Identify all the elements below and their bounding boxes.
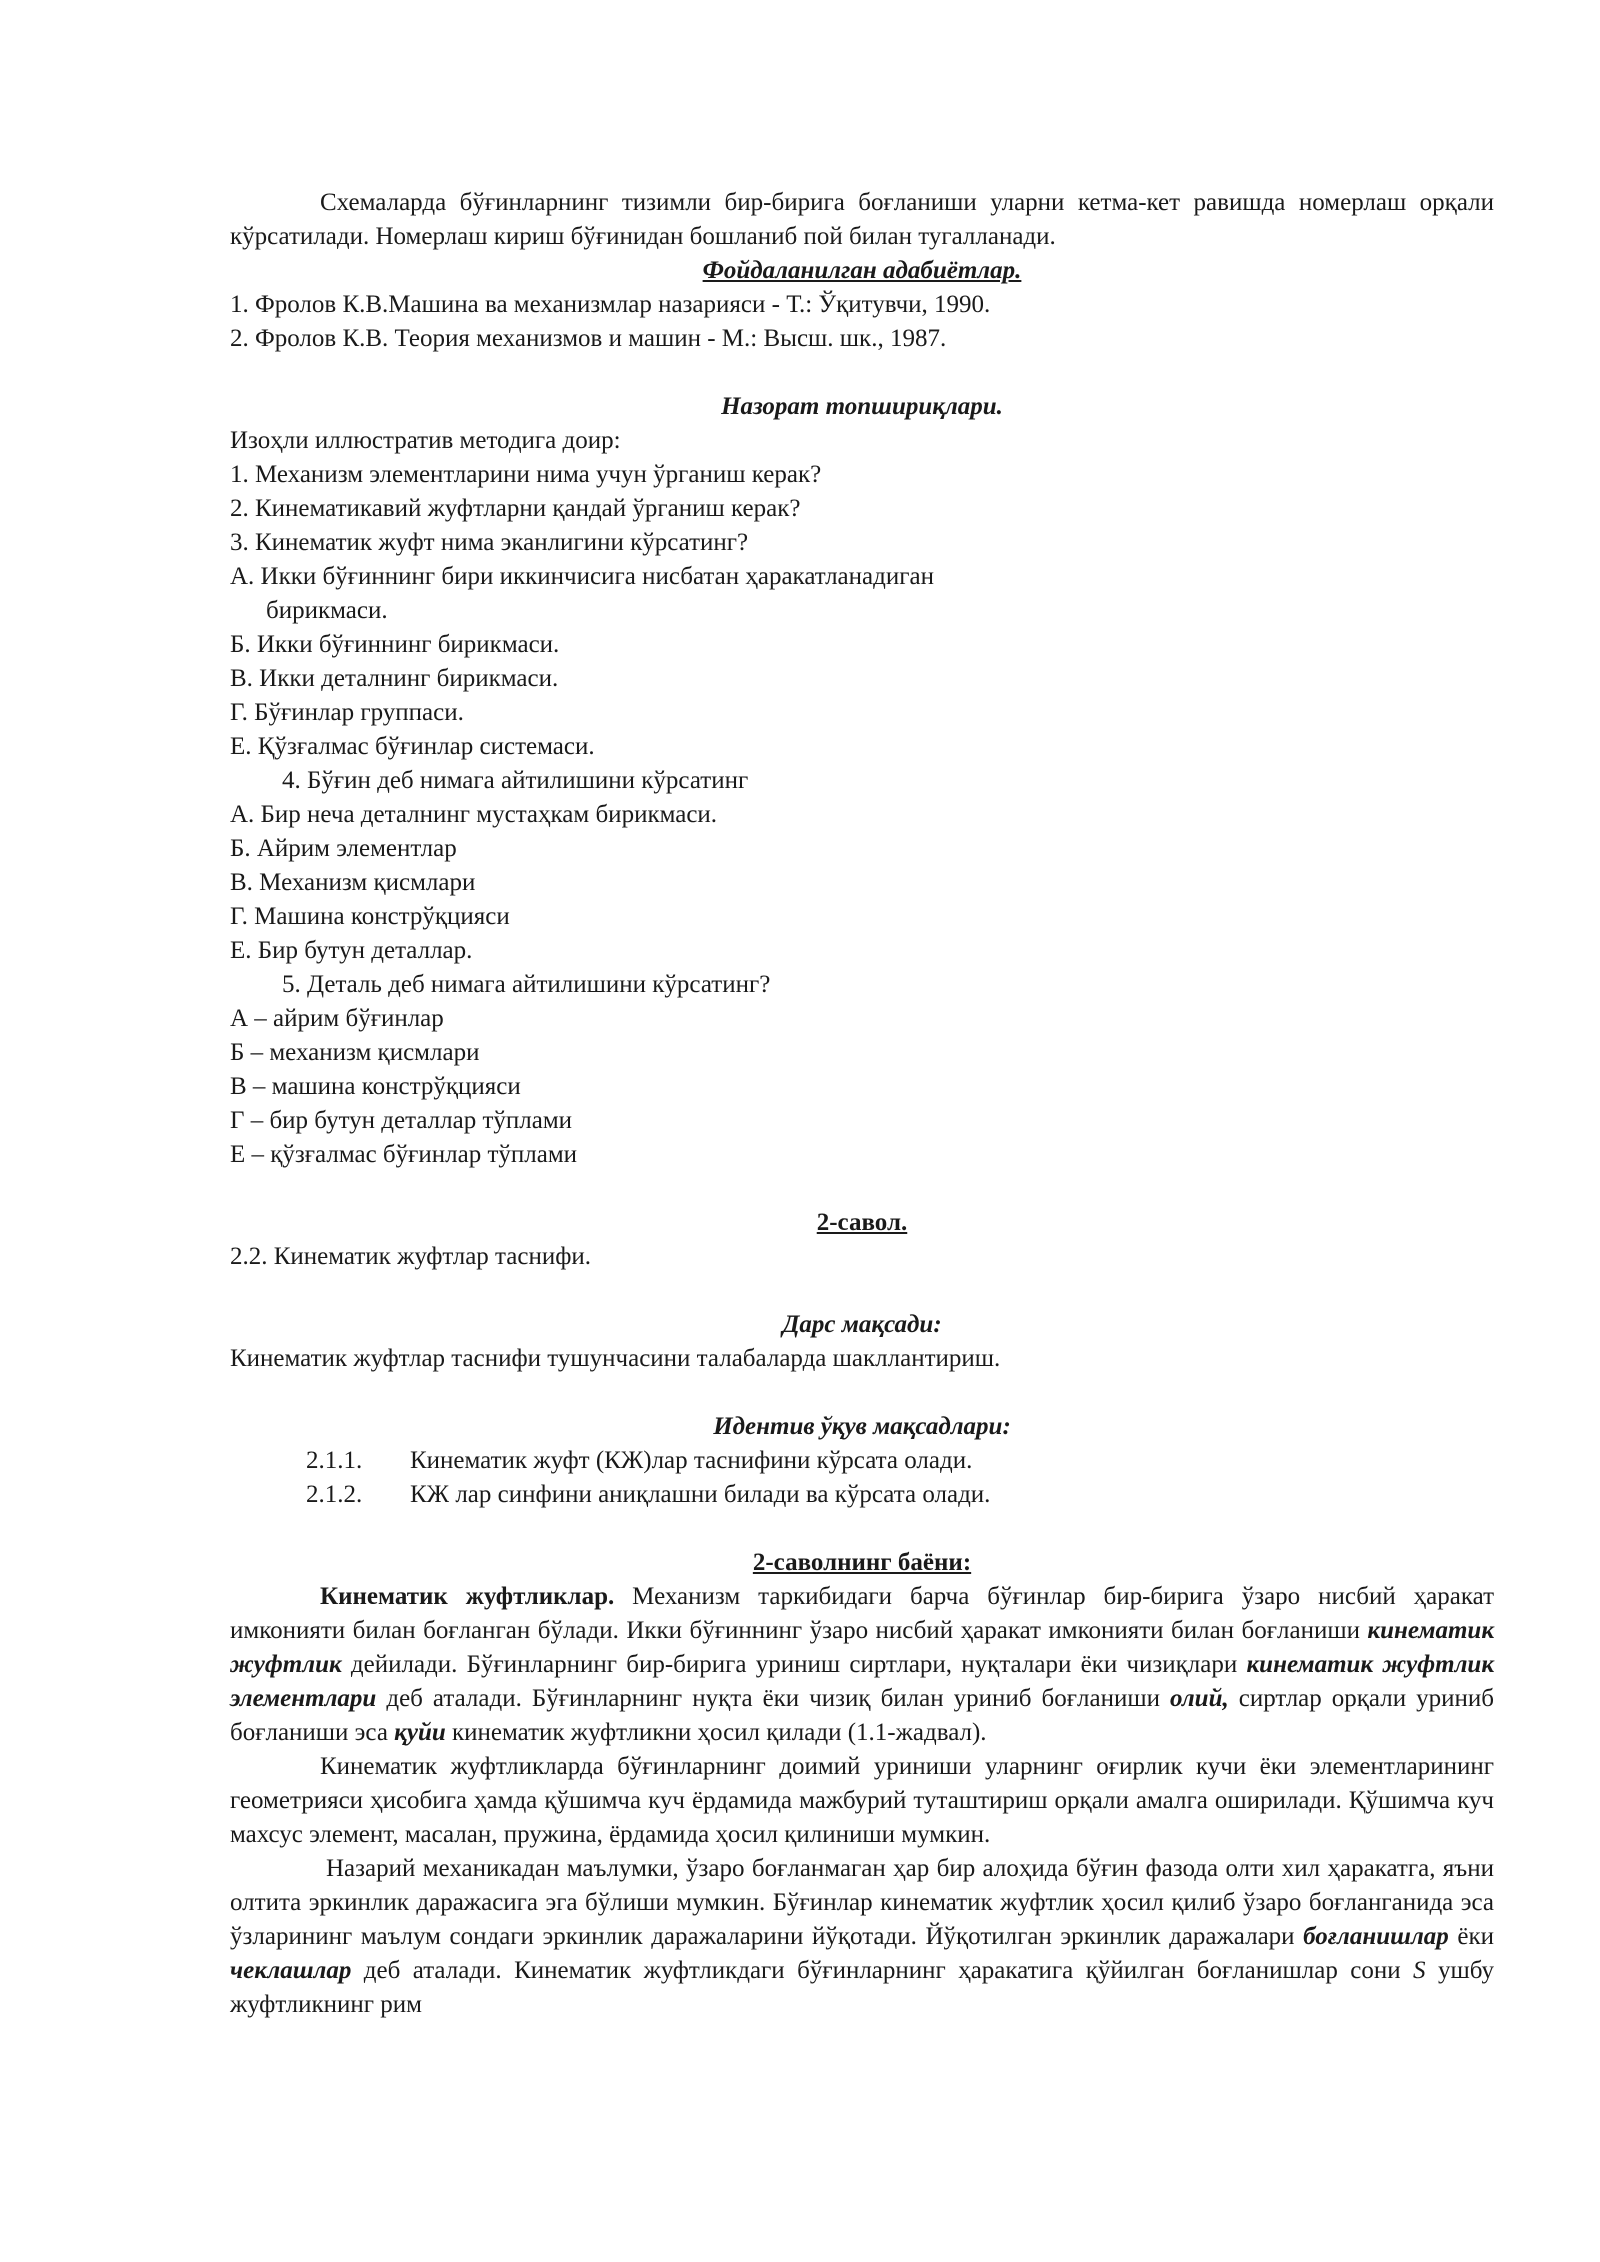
ident-text: Кинематик жуфт (КЖ)лар таснифини кўрсата олади. <box>410 1447 973 1474</box>
answer-option: А. Бир неча деталнинг мустаҳкам бирикмаси. <box>230 801 718 828</box>
statement-heading: 2-саволнинг баёни: <box>752 1549 972 1576</box>
answer-option: Г – бир бутун деталлар тўплами <box>230 1107 573 1134</box>
answer-option: Б. Икки бўғиннинг бирикмаси. <box>230 631 560 658</box>
answer-option: Г. Машина констрўқцияси <box>230 903 510 930</box>
ident-number: 2.1.2. <box>306 1481 363 1508</box>
answer-option: Е. Қўзғалмас бўғинлар системаси. <box>230 733 595 760</box>
body-paragraph-1: Кинематик жуфтликлар. Механизм таркибидаги барча бўғинлар бир-бирига ўзаро нисбий ҳаракат имконияти билан боғланган бўлади. Икки бўғиннинг ўзаро нисбий ҳаракат имконияти билан боғланиши кинематик жуфтлик дейилади. Бўғинларнинг бир-бирига уриниш сиртлари, нуқталари ёки чизиқлари кинематик жуфтлик элементлари деб аталади. Бўғинларнинг нуқта ёки чизиқ билан уриниб боғланиши олий, сиртлар орқали уриниб боғланиши эса қуйи кинематик жуфтликни ҳосил қилади (1.1-жадвал). <box>230 1583 1494 1746</box>
answer-option: Г. Бўғинлар группаси. <box>230 699 464 726</box>
answer-option: В. Икки деталнинг бирикмаси. <box>230 665 559 692</box>
term-emphasis: боғланишлар <box>1303 1923 1449 1950</box>
question-3: 3. Кинематик жуфт нима эканлигини кўрсатинг? <box>230 529 749 556</box>
body-paragraph-3: Назарий механикадан маълумки, ўзаро боғланмаган ҳар бир алоҳида бўғин фазода олти хил ҳаракатга, яъни олтита эркинлик даражасига эга бўлиши мумкин. Бўғинлар кинематик жуфтлик ҳосил қилиб ўзаро боғланганида эса ўзларининг маълум сондаги эркинлик даражаларини йўқотади. Йўқотилган эркинлик даражалари боғланишлар ёки чеклашлар деб аталади. Кинематик жуфтликдаги бўғинларнинг ҳаракатига қўйилган боғланишлар сони S ушбу жуфтликнинг рим <box>230 1855 1494 2018</box>
question-4: 4. Бўғин деб нимага айтилишини кўрсатинг <box>282 767 749 794</box>
term-emphasis: қуйи <box>394 1719 446 1746</box>
answer-option: А. Икки бўғиннинг бири иккинчисига нисбатан ҳаракатланадиган <box>230 563 934 590</box>
answer-option: В – машина констрўқцияси <box>230 1073 521 1100</box>
answer-option-continuation: бирикмаси. <box>266 597 388 624</box>
body-paragraph-2: Кинематик жуфтликларда бўғинларнинг доимий уриниши уларнинг оғирлик кучи ёки элементларининг геометрияси ҳисобига ҳамда қўшимча куч ёрдамида мажбурий туташтириш орқали амалга оширилади. Қўшимча куч махсус элемент, масалан, пружина, ёрдамида ҳосил қилиниши мумкин. <box>230 1753 1494 1848</box>
term-emphasis: олий, <box>1169 1685 1229 1712</box>
answer-option: А – айрим бўғинлар <box>230 1005 444 1032</box>
literature-item: 2. Фролов К.В. Теория механизмов и машин - М.: Высш. шк., 1987. <box>230 325 947 352</box>
control-lead: Изоҳли иллюстратив методига доир: <box>230 427 621 454</box>
goal-text: Кинематик жуфтлар таснифи тушунчасини талабаларда шакллантириш. <box>230 1345 1001 1372</box>
answer-option: Е – қўзғалмас бўғинлар тўплами <box>230 1141 578 1168</box>
question-5: 5. Деталь деб нимага айтилишини кўрсатинг? <box>282 971 771 998</box>
document-page <box>230 186 1494 2022</box>
intro-paragraph: Схемаларда бўғинларнинг тизимли бир-бирига боғланиши уларни кетма-кет равишда номерлаш орқали кўрсатилади. Номерлаш кириш бўғинидан бошланиб пой билан тугалланади. <box>230 189 1494 250</box>
literature-item: 1. Фролов К.В.Машина ва механизмлар назарияси - Т.: Ўқитувчи, 1990. <box>230 291 991 318</box>
ident-number: 2.1.1. <box>306 1447 363 1474</box>
question2-topic: 2.2. Кинематик жуфтлар таснифи. <box>230 1243 592 1270</box>
term-lead: Кинематик жуфтликлар. <box>320 1583 615 1610</box>
ident-heading: Идентив ўқув мақсадлари: <box>713 1413 1011 1440</box>
term-emphasis: кинематик жуфтлик элементлари <box>230 1651 1494 1712</box>
ident-item <box>230 1444 1494 1478</box>
answer-option: Б – механизм қисмлари <box>230 1039 480 1066</box>
control-heading: Назорат топшириқлари. <box>721 393 1003 420</box>
ident-text: КЖ лар синфини аниқлашни билади ва кўрсата олади. <box>410 1481 991 1508</box>
question2-heading: 2-савол. <box>816 1209 908 1236</box>
term-emphasis: кинематик жуфтлик <box>230 1617 1494 1678</box>
literature-heading: Фойдаланилган адабиётлар. <box>702 257 1022 284</box>
answer-option: Б. Айрим элементлар <box>230 835 457 862</box>
answer-option: Е. Бир бутун деталлар. <box>230 937 473 964</box>
question-1: 1. Механизм элементларини нима учун ўрганиш керак? <box>230 461 822 488</box>
goal-heading: Дарс мақсади: <box>782 1311 942 1338</box>
ident-item <box>230 1478 1494 1512</box>
question-2: 2. Кинематикавий жуфтларни қандай ўрганиш керак? <box>230 495 801 522</box>
answer-option: В. Механизм қисмлари <box>230 869 476 896</box>
term-emphasis: чеклашлар <box>230 1957 352 1984</box>
symbol-s: S <box>1413 1957 1426 1984</box>
